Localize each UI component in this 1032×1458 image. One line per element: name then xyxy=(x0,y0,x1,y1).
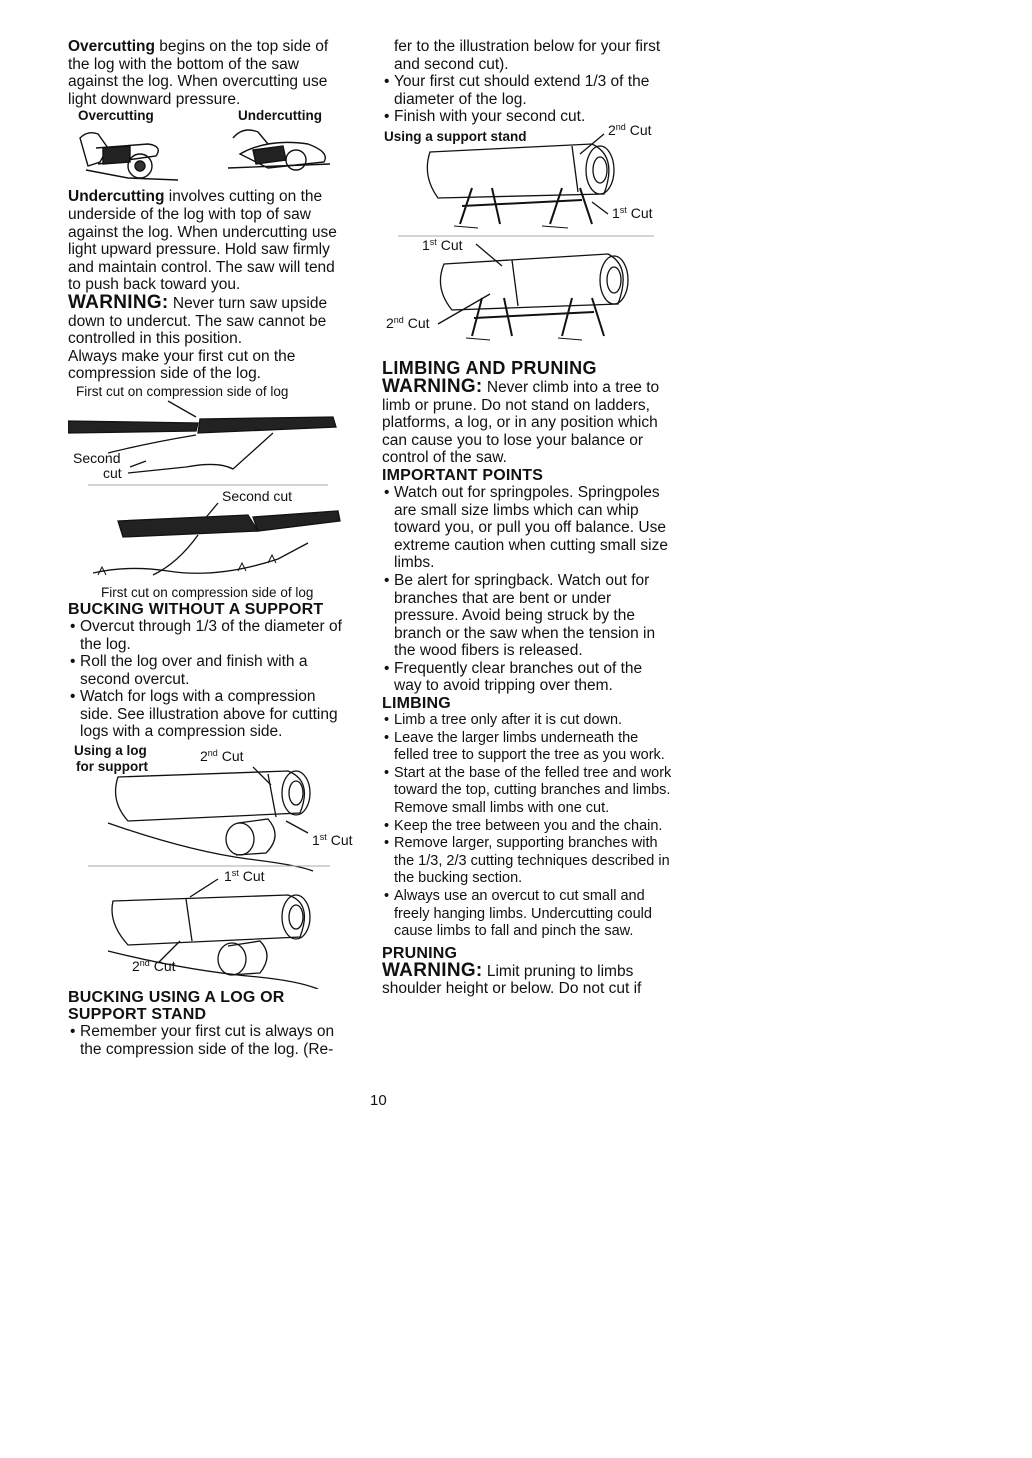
list-item: • Leave the larger limbs underneath the felled tree to support the tree as you work. xyxy=(382,730,672,765)
undercutting-label: Undercutting xyxy=(238,108,322,124)
list-item: • Watch out for springpoles. Springpoles are small size limbs which can whip toward you, or pull you off balance. Use extreme caution when cutting small size limbs. xyxy=(382,484,672,572)
overcutting-saw-drawing xyxy=(80,133,178,180)
important-points-heading: IMPORTANT POINTS xyxy=(382,466,544,484)
using-a-log-label: Using a log xyxy=(74,743,147,759)
limbing-heading: LIMBING xyxy=(382,695,451,713)
bucking-using-log-heading: BUCKING USING A LOG OR SUPPORT STAND xyxy=(68,989,285,1024)
list-item: • Your first cut should extend 1/3 of the diameter of the log. xyxy=(382,73,672,108)
left-column xyxy=(68,38,353,1058)
list-item: • Keep the tree between you and the chain. xyxy=(382,818,672,836)
warning-climb-tree: WARNING: Never climb into a tree to limb or prune. Do not stand on ladders, platforms, a log, or in any position which can cause you to lose your balance or control of the saw. xyxy=(382,375,660,467)
undercutting-saw-drawing xyxy=(228,130,330,170)
compression-side-paragraph: Always make your first cut on the compression side of the log. xyxy=(68,347,296,383)
for-support-label: for support xyxy=(76,759,148,775)
list-item: • Start at the base of the felled tree and work toward the top, cutting branches and limbs. Remove small limbs with one cut. xyxy=(382,765,672,818)
right-column xyxy=(382,38,672,998)
limbing-list xyxy=(382,712,672,941)
list-item: • Be alert for springback. Watch out for branches that are bent or under pressure. Avoid being struck by the branch or the saw when the tension in the wood fibers is released. xyxy=(382,572,672,660)
list-item: • Remember your first cut is always on the compression side of the log. (Re- xyxy=(68,1023,350,1058)
using-support-stand-label: Using a support stand xyxy=(384,128,527,144)
overcutting-paragraph: Overcutting begins on the top side of the log with the bottom of the saw against the log. When overcutting use light downward pressure. xyxy=(68,38,329,108)
first-cut-bottom-label: 1st Cut xyxy=(224,868,265,885)
second-cut-label-a: Second xyxy=(73,449,121,466)
second-cut-top-label: 2nd Cut xyxy=(608,121,652,138)
bottom-caption: First cut on compression side of log xyxy=(101,584,314,600)
list-item: • Limb a tree only after it is cut down. xyxy=(382,712,672,730)
list-item: • Watch for logs with a compression side. See illustration above for cutting logs with a compression side. xyxy=(68,688,350,741)
bucking-using-log-list xyxy=(68,1023,350,1058)
second-cut-bottom-label: 2nd Cut xyxy=(386,314,430,331)
list-item: • Frequently clear branches out of the way to avoid tripping over them. xyxy=(382,660,672,695)
second-cut-top-label: 2nd Cut xyxy=(200,748,244,765)
warning-upside-down: WARNING: Never turn saw upside down to undercut. The saw cannot be controlled in this position. xyxy=(68,291,328,348)
first-cut-bottom-label: 1st Cut xyxy=(422,236,463,253)
overcutting-label: Overcutting xyxy=(78,108,154,124)
undercutting-paragraph: Undercutting involves cutting on the underside of the log with top of saw against the log. When undercutting use light upward pressure. Hold saw firmly and maintain control. The saw will tend to push back toward you. xyxy=(68,188,337,294)
log-support-figure xyxy=(68,741,353,989)
top-caption: First cut on compression side of log xyxy=(76,383,289,399)
warning-pruning: WARNING: Limit pruning to limbs shoulder height or below. Do not cut if xyxy=(382,959,642,998)
second-cut-label-b: cut xyxy=(103,464,122,481)
list-item: • Finish with your second cut. xyxy=(382,108,672,126)
bucking-without-support-list xyxy=(68,618,350,741)
over-under-cutting-figure xyxy=(68,108,350,188)
first-cut-top-label: 1st Cut xyxy=(312,832,353,849)
list-item: • Overcut through 1/3 of the diameter of the log. xyxy=(68,618,350,653)
first-cut-top-label: 1st Cut xyxy=(612,204,653,221)
pruning-heading: PRUNING xyxy=(382,944,458,962)
support-stand-figure xyxy=(382,121,672,358)
limbing-and-pruning-heading: LIMBING AND PRUNING xyxy=(382,357,597,378)
second-cut-bottom-label: 2nd Cut xyxy=(132,958,176,975)
list-item: • Always use an overcut to cut small and freely hanging limbs. Undercutting could cause limbs to fall and pinch the saw. xyxy=(382,888,672,941)
bucking-without-support-heading: BUCKING WITHOUT A SUPPORT xyxy=(68,600,324,618)
compression-side-figure xyxy=(68,383,350,601)
page-number: 10 xyxy=(370,1092,387,1109)
second-cut-label-c: Second cut xyxy=(222,487,293,504)
important-points-list xyxy=(382,484,672,695)
continuation-paragraph: fer to the illustration below for your first and second cut). xyxy=(394,38,661,73)
list-item: • Remove larger, supporting branches with the 1/3, 2/3 cutting techniques described in the bucking section. xyxy=(382,835,672,888)
log-support-illustration xyxy=(68,741,350,989)
list-item: • Roll the log over and finish with a second overcut. xyxy=(68,653,350,688)
continuation-list xyxy=(382,73,672,126)
compression-side-illustration xyxy=(68,383,350,601)
